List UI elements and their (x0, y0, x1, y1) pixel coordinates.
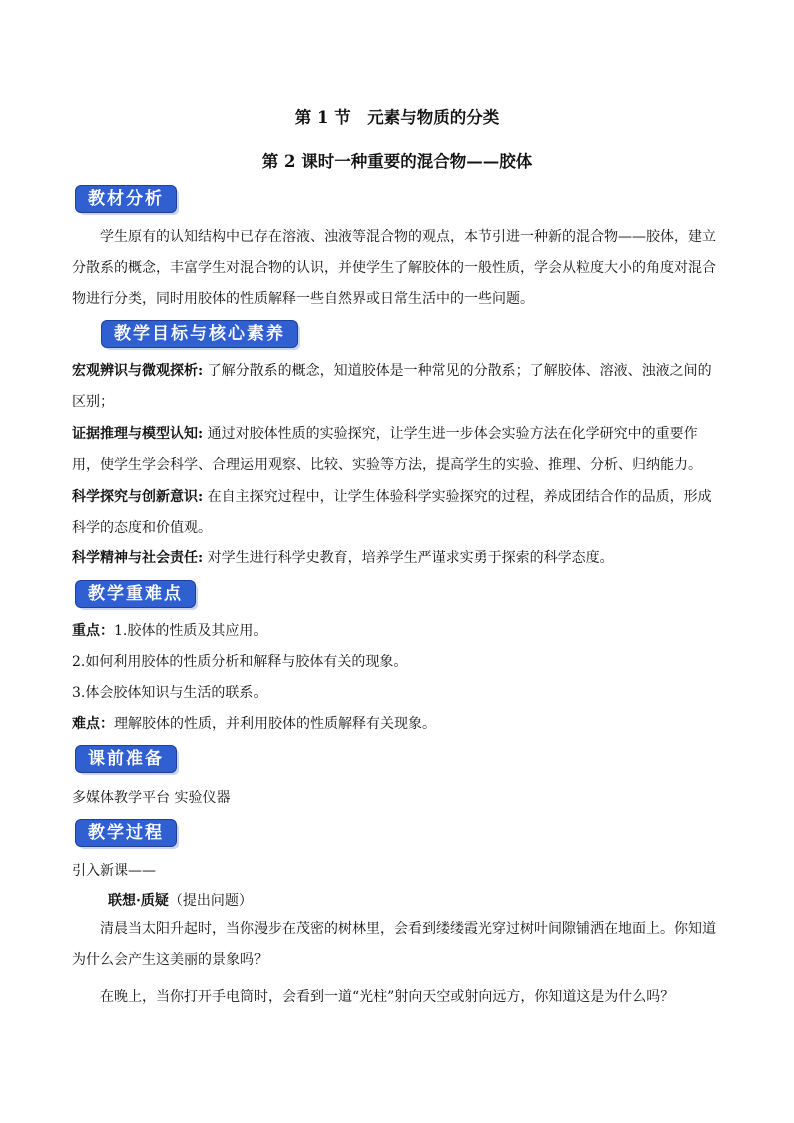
badge-process: 教学过程 (76, 820, 176, 846)
objective-term: 科学精神与社会责任: (72, 550, 204, 566)
objective-text: 通过对胶体性质的实验探究，让学生进一步体会实验方法在化学研究中的重要作用，使学生学会科学、合理运用观察、比较、实验等方法，提高学生的实验、推理、分析、归纳能力。 (72, 426, 702, 473)
lesson-title: 第 2 课时一种重要的混合物——胶体 (261, 152, 533, 171)
process-paragraph-2: 在晚上，当你打开手电筒时，会看到一道“光柱”射向天空或射向远方，你知道这是为什么吗？ (100, 989, 675, 1005)
objective-text: 在自主探究过程中，让学生体验科学实验探究的过程，养成团结合作的品质，形成科学的态度和价值观。 (72, 489, 712, 536)
difficulty-term: 难点： (72, 716, 114, 732)
focus-1: 1.胶体的性质及其应用。 (114, 623, 268, 639)
analysis-text: 学生原有的认知结构中已存在溶液、浊液等混合物的观点，本节引进一种新的混合物——胶体，建立分散系的概念，丰富学生对混合物的认识，并使学生了解胶体的一般性质，学会从粒度大小的角度对混合物进行分类，同时用胶体的性质解释一些自然界或日常生活中的一些问题。 (72, 229, 716, 307)
objective-text: 了解分散系的概念，知道胶体是一种常见的分散系；了解胶体、溶液、浊液之间的区别； (72, 363, 712, 410)
objective-text: 对学生进行科学史教育，培养学生严谨求实勇于探索的科学态度。 (203, 550, 614, 566)
focus-line-3: 3.体会胶体知识与生活的联系。 (72, 685, 268, 701)
subhead-rest: （提出问题） (168, 893, 253, 909)
section-title: 第 1 节 元素与物质的分类 (294, 108, 500, 127)
preparation-text: 多媒体教学平台 实验仪器 (72, 790, 231, 806)
objective-term: 证据推理与模型认知: (72, 426, 204, 442)
objective-item (72, 356, 722, 418)
difficulty-line (72, 714, 722, 734)
badge-key-points: 教学重难点 (76, 581, 195, 607)
objective-term: 科学探究与创新意识: (72, 489, 204, 505)
objective-term: 宏观辨识与微观探析: (72, 363, 204, 379)
intro-text: 引入新课—— (72, 863, 156, 879)
objective-item (72, 419, 722, 481)
subhead-bold: 联想·质疑 (108, 893, 169, 909)
badge-preparation: 课前准备 (76, 746, 176, 772)
objective-item (72, 482, 722, 544)
badge-analysis: 教材分析 (76, 186, 176, 212)
focus-term: 重点： (72, 623, 114, 639)
badge-objectives: 教学目标与核心素养 (102, 321, 297, 347)
focus-line-2: 2.如何利用胶体的性质分析和解释与胶体有关的现象。 (72, 654, 408, 670)
objective-item (72, 543, 722, 574)
subhead (108, 891, 758, 911)
process-paragraph-1: 清晨当太阳升起时，当你漫步在茂密的树林里，会看到缕缕霞光穿过树叶间隙铺洒在地面上。你知道为什么会产生这美丽的景象吗？ (72, 921, 716, 968)
focus-line-1 (72, 621, 722, 641)
difficulty-text: 理解胶体的性质，并利用胶体的性质解释有关现象。 (114, 716, 436, 732)
